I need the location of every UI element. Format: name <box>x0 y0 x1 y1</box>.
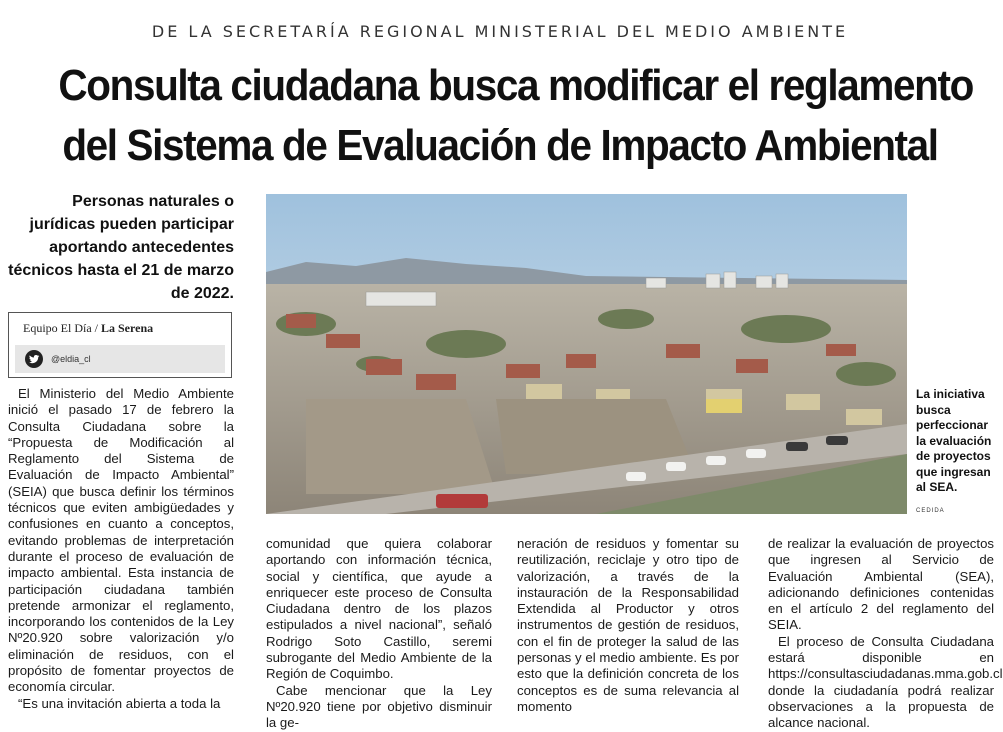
body-column-2 <box>266 536 492 732</box>
byline <box>23 321 153 336</box>
section-kicker: DE LA SECRETARÍA REGIONAL MINISTERIAL DEL MEDIO AMBIENTE <box>151 22 849 41</box>
photo-credit: CEDIDA <box>916 508 945 514</box>
paragraph: El proceso de Consulta Ciudadana estará disponible en https://consultasciudadanas.mma.gob.cl donde la ciudadanía podrá realizar observaciones a la propuesta de alcance nacional. <box>768 633 1003 731</box>
body-column-3 <box>517 536 739 715</box>
paragraph: de realizar la evaluación de proyectos que ingresen al Servicio de Evaluación Ambiental (SEA), adicionando definiciones contenidas en el artículo 2 del reglamento del SEIA. <box>768 536 994 633</box>
paragraph: “Es una invitación abierta a toda la <box>18 695 221 711</box>
body-column-1 <box>8 386 234 712</box>
article-photo <box>266 194 907 514</box>
body-column-4 <box>768 536 1003 732</box>
headline <box>58 56 973 176</box>
twitter-icon <box>25 350 43 368</box>
paragraph: neración de residuos y fomentar su reutilización, reciclaje y otro tipo de valorización, a través de la instauración de la Responsabilidad Extendida al Productor y otros instrumentos de gestión de residuos, con el fin de proteger la salud de las personas y el medio ambiente. Es por esto que la definición concreta de los conceptos es de suma relevancia al momento <box>517 536 739 714</box>
twitter-handle: @eldia_cl <box>51 354 91 364</box>
headline-line-1: Consulta ciudadana busca modificar el reglamento <box>58 61 973 110</box>
byline-box <box>8 312 232 378</box>
social-bar <box>15 345 225 373</box>
byline-separator: / <box>91 321 101 335</box>
paragraph: Cabe mencionar que la Ley Nº20.920 tiene por objetivo disminuir la ge- <box>266 682 492 731</box>
paragraph: comunidad que quiera colaborar aportando con información técnica, social y científica, que ayude a enriquecer este proceso de Consulta Ciudadana dentro de los plazos estipulados a nivel nacional”, señaló Rodrigo Soto Castillo, seremi subrogante del Medio Ambiente de la Región de Coquimbo. <box>266 536 492 682</box>
byline-location: La Serena <box>101 321 154 335</box>
photo-caption: La iniciativa busca perfeccionar la evaluación de proyectos que ingresan al SEA. <box>916 387 992 494</box>
byline-author: Equipo El Día <box>23 321 92 335</box>
paragraph: El Ministerio del Medio Ambiente inició el pasado 17 de febrero la Consulta Ciudadana sobre la “Propuesta de Modificación al Reglamento del Sistema de Evaluación de Impacto Ambiental” (SEIA) que busca definir los términos técnicos que eviten ambigüedades y confusiones en cuanto a conceptos, evitando problemas de interpretación durante el proceso de evaluación de impacto ambiental. Esta instancia de participación ciudadana también pretende armonizar el reglamento, incorporando los contenidos de la Ley Nº20.920 sobre valorización y/o eliminación de residuos, con el propósito de fomentar proyectos de economía circular. <box>8 386 234 695</box>
headline-line-2: del Sistema de Evaluación de Impacto Ambiental <box>62 121 938 170</box>
deck-subheadline: Personas naturales o jurídicas pueden participar aportando antecedentes técnicos hasta el 21 de marzo de 2022. <box>8 193 234 302</box>
